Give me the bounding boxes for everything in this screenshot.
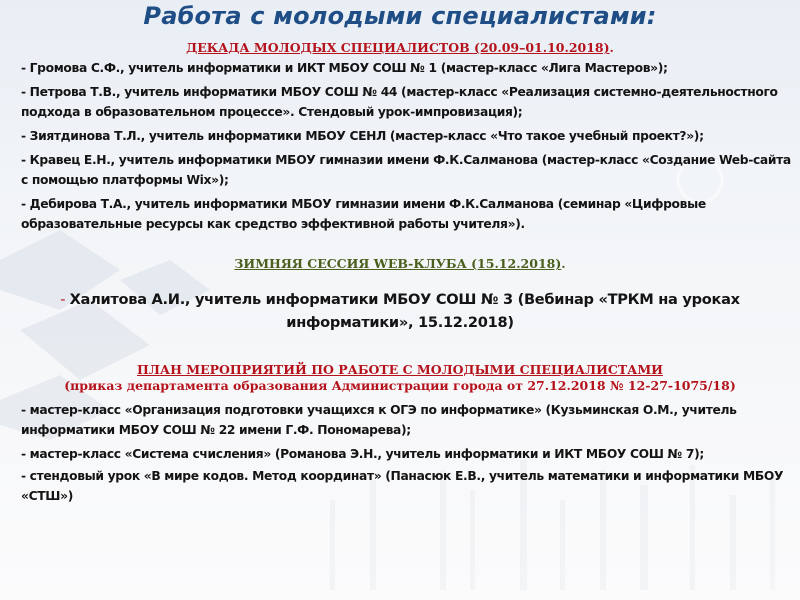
- list-item: - Зиятдинова Т.Л., учитель информатики МБОУ СЕНЛ (мастер-класс «Что такое учебный проект?»);: [21, 129, 704, 143]
- list-item: - Громова С.Ф., учитель информатики и ИКТ МБОУ СОШ № 1 (мастер-класс «Лига Мастеров»);: [21, 61, 668, 75]
- section-heading-web-club: [0, 256, 800, 271]
- slide-title: Работа с молодыми специалистами:: [143, 2, 657, 30]
- section-heading-plan-text: ПЛАН МЕРОПРИЯТИЙ ПО РАБОТЕ С МОЛОДЫМИ СПЕЦИАЛИСТАМИ: [137, 362, 663, 377]
- list-item: - Петрова Т.В., учитель информатики МБОУ СОШ № 44 (мастер-класс «Реализация системно-деятельностного подхода в образовательном процессе». Стендовый урок-импровизация);: [21, 85, 778, 119]
- list-item: - Дебирова Т.А., учитель информатики МБОУ гимназии имени Ф.К.Салманова (семинар «Цифровые образовательные ресурсы как средство эффективной работы учителя»).: [21, 197, 706, 231]
- web-club-item: [60, 288, 740, 334]
- web-club-item-text: Халитова А.И., учитель информатики МБОУ СОШ № 3 (Вебинар «ТРКМ на уроках информатики», 15.12.2018): [69, 291, 740, 331]
- section-heading-plan: [0, 362, 800, 377]
- list-item: - Кравец Е.Н., учитель информатики МБОУ гимназии имени Ф.К.Салманова (мастер-класс «Создание Web-сайта с помощью платформы Wix»);: [21, 153, 791, 187]
- section-heading-decade-text: ДЕКАДА МОЛОДЫХ СПЕЦИАЛИСТОВ (20.09–01.10.2018): [186, 40, 610, 55]
- section-heading-decade: [0, 40, 800, 55]
- section-subheading-order: (приказ департамента образования Администрации города от 27.12.2018 № 12-27-1075/18): [64, 378, 736, 393]
- heading-suffix: .: [609, 40, 614, 55]
- list-item: - мастер-класс «Организация подготовки учащихся к ОГЭ по информатике» (Кузьминская О.М., учитель информатики МБОУ СОШ № 22 имени Г.Ф. Пономарева);: [21, 403, 737, 437]
- list-item: - мастер-класс «Система счисления» (Романова Э.Н., учитель информатики и ИКТ МБОУ СОШ № 7);: [21, 447, 704, 461]
- dash: -: [60, 291, 70, 308]
- list-item: - стендовый урок «В мире кодов. Метод координат» (Панасюк Е.В., учитель математики и информатики МБОУ «СТШ»): [21, 469, 784, 503]
- heading-suffix: .: [561, 256, 566, 271]
- section-heading-web-club-text: ЗИМНЯЯ СЕССИЯ WEB-КЛУБА (15.12.2018): [234, 256, 562, 271]
